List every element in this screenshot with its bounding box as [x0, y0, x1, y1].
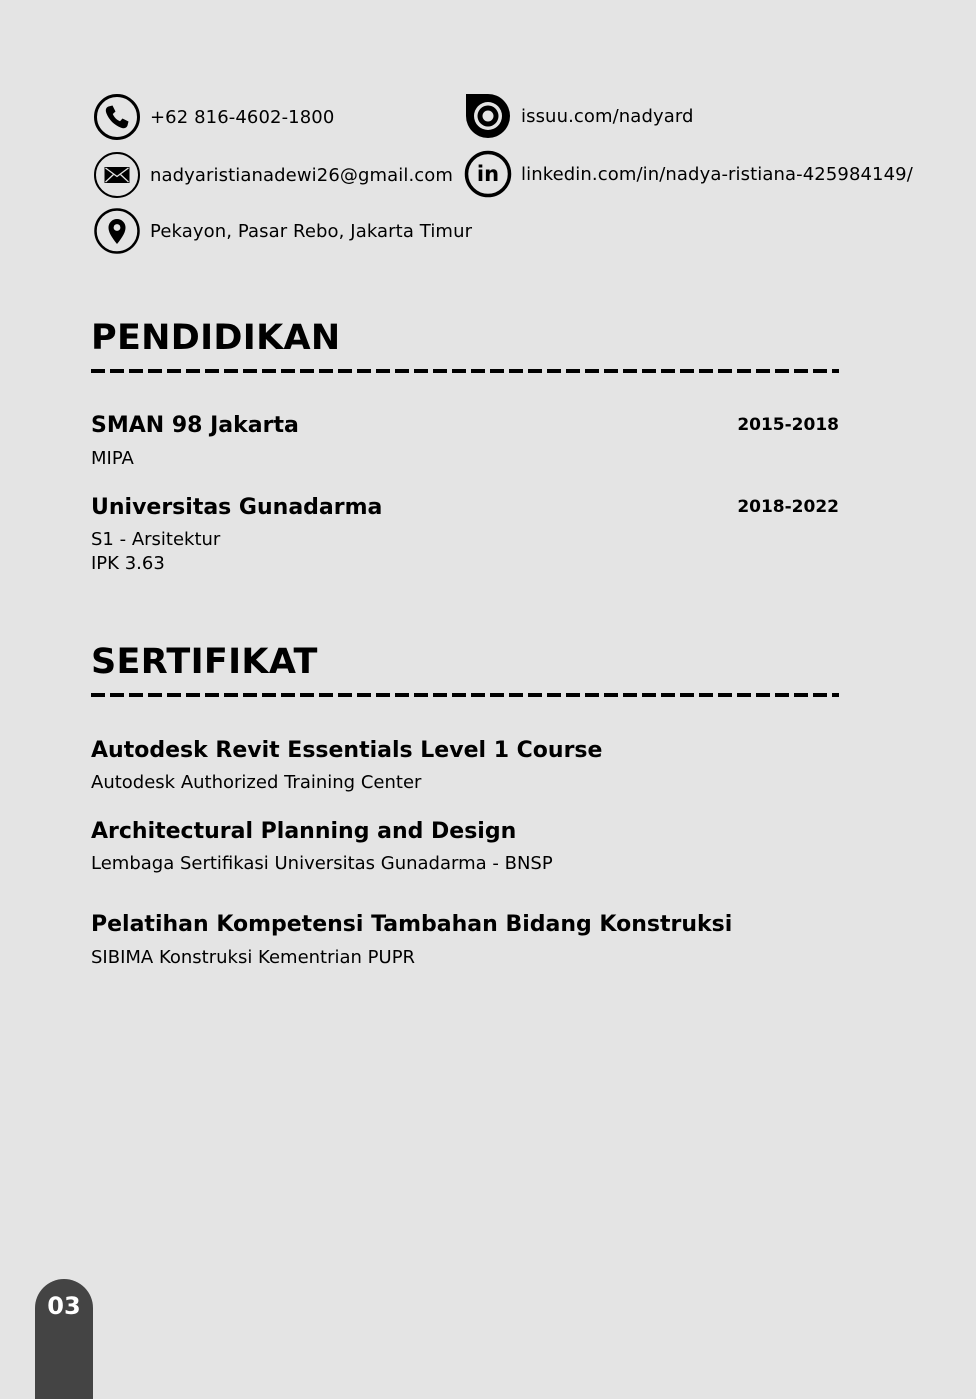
location-text: Pekayon, Pasar Rebo, Jakarta Timur	[150, 220, 473, 242]
linkedin-link[interactable]: linkedin.com/in/nadya-ristiana-425984149/	[521, 163, 913, 185]
education-detail: S1 - Arsitektur	[91, 529, 221, 550]
page-number-tab	[35, 1279, 93, 1399]
email-icon	[93, 151, 141, 199]
email-address[interactable]: nadyaristianadewi26@gmail.com	[150, 164, 454, 186]
certificate-issuer: SIBIMA Konstruksi Kementrian PUPR	[91, 947, 416, 968]
certificate-title: Architectural Planning and Design	[91, 819, 517, 844]
education-school: Universitas Gunadarma	[91, 495, 383, 520]
education-heading: PENDIDIKAN	[91, 318, 341, 358]
education-divider	[91, 369, 839, 373]
certificates-divider	[91, 693, 839, 697]
phone-number[interactable]: +62 816-4602-1800	[150, 106, 335, 128]
linkedin-icon	[464, 150, 512, 198]
education-detail: IPK 3.63	[91, 553, 165, 574]
contact-linkedin	[464, 150, 913, 198]
issuu-link[interactable]: issuu.com/nadyard	[521, 105, 694, 127]
linkedin-icon-text: in	[476, 162, 500, 186]
education-years: 2015-2018	[737, 415, 839, 435]
contact-location	[93, 207, 472, 255]
education-detail: MIPA	[91, 448, 134, 469]
certificates-heading: SERTIFIKAT	[91, 642, 318, 682]
phone-icon	[93, 93, 141, 141]
certificate-title: Autodesk Revit Essentials Level 1 Course	[91, 738, 603, 763]
certificate-issuer: Lembaga Sertifikasi Universitas Gunadarma - BNSP	[91, 853, 553, 874]
education-years: 2018-2022	[737, 497, 839, 517]
certificate-title: Pelatihan Kompetensi Tambahan Bidang Konstruksi	[91, 912, 733, 937]
page-number: 03	[47, 1292, 81, 1320]
location-icon	[93, 207, 141, 255]
contact-phone	[93, 93, 334, 141]
contact-email	[93, 151, 453, 199]
issuu-icon	[464, 92, 512, 140]
contact-issuu	[464, 92, 694, 140]
education-school: SMAN 98 Jakarta	[91, 413, 299, 438]
certificate-issuer: Autodesk Authorized Training Center	[91, 772, 422, 793]
